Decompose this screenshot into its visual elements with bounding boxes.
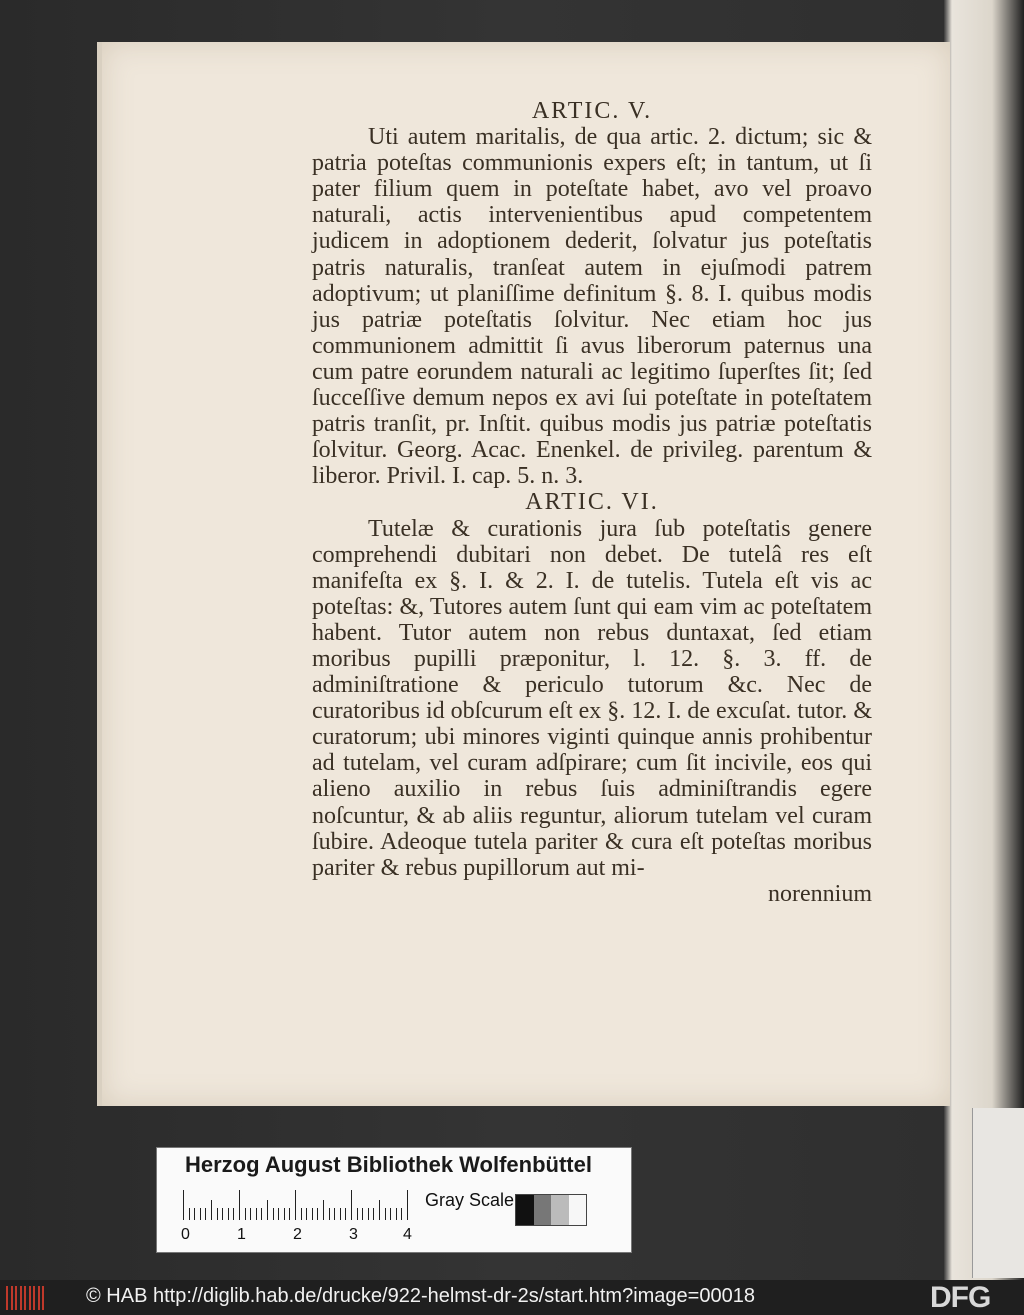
ruler-tick (183, 1190, 184, 1220)
next-page-edge (944, 0, 1024, 1280)
ruler-tick (228, 1208, 229, 1220)
page-text-block (312, 98, 872, 907)
barcode-bar (33, 1286, 35, 1310)
ruler-tick (222, 1208, 223, 1220)
article-heading-v: ARTIC. V. (531, 98, 653, 124)
article-heading-vi: ARTIC. VI. (525, 489, 659, 516)
ruler-tick (329, 1208, 330, 1220)
barcode-bar (15, 1286, 17, 1310)
catchword: norennium (768, 880, 872, 907)
ruler-tick (345, 1208, 346, 1220)
ruler-tick (189, 1208, 190, 1220)
ruler-tick (211, 1200, 212, 1220)
ruler-number: 3 (349, 1226, 358, 1243)
gray-swatch (534, 1195, 552, 1225)
barcode-bar (29, 1286, 31, 1310)
ruler-tick (284, 1208, 285, 1220)
ruler-tick (407, 1190, 408, 1220)
ruler-tick (200, 1208, 201, 1220)
barcode-bar (11, 1286, 13, 1310)
article-v-paragraph: Uti autem maritalis, de qua artic. 2. dictum; sic & patria poteſtas communionis expers eſt; in tantum, ut ſi pater filium quem in poteſtate habet, avo vel proavo naturali, actis intervenientibus apud competentem judicem in adoptionem dederit, ſolvatur jus poteſtatis patris naturalis, tranſeat autem in ejuſmodi patrem adoptivum; ut planiſſime definitum §. 8. I. quibus modis jus patriæ poteſtatis ſolvitur. Nec etiam hoc jus communionem admittit ſi avus liberorum paternus una cum patre eorundem naturali ac legitimo ſuperſtes ſit; ſed ſucceſſive demum nepos ex avi ſui poteſtate in poteſtatem patris tranſit, pr. Inſtit. quibus modis jus patriæ poteſtatis ſolvitur. Georg. Acac. Enenkel. de privileg. parentum & liberor. Privil. I. cap. 5. n. 3. (312, 124, 872, 490)
ruler-tick (205, 1208, 206, 1220)
barcode-icon (6, 1286, 46, 1310)
ruler-tick (323, 1200, 324, 1220)
ruler-tick (362, 1208, 363, 1220)
measurement-ruler (183, 1190, 415, 1220)
ruler-tick (261, 1208, 262, 1220)
ruler-tick (373, 1208, 374, 1220)
ruler-tick (256, 1208, 257, 1220)
ruler-number: 4 (403, 1226, 412, 1243)
ruler-tick (217, 1208, 218, 1220)
gray-swatch (551, 1195, 569, 1225)
barcode-bar (6, 1286, 8, 1310)
ruler-tick (245, 1208, 246, 1220)
gray-scale-swatches (515, 1194, 587, 1226)
ruler-number: 0 (181, 1226, 190, 1243)
ruler-tick (390, 1208, 391, 1220)
ruler-tick (301, 1208, 302, 1220)
ruler-tick (368, 1208, 369, 1220)
ruler-tick (278, 1208, 279, 1220)
gray-swatch (516, 1195, 534, 1225)
copyright-url: © HAB http://diglib.hab.de/drucke/922-helmst-dr-2s/start.htm?image=00018 (86, 1285, 755, 1307)
ruler-tick (351, 1190, 352, 1220)
ruler-tick (334, 1208, 335, 1220)
gray-scale-label: Gray Scale (425, 1190, 515, 1210)
ruler-number: 2 (293, 1226, 302, 1243)
ruler-tick (250, 1208, 251, 1220)
footer-bar (0, 1280, 1024, 1315)
ruler-tick (267, 1200, 268, 1220)
ruler-tick (312, 1208, 313, 1220)
ruler-tick (239, 1190, 240, 1220)
ruler-tick (289, 1208, 290, 1220)
ruler-tick (233, 1208, 234, 1220)
barcode-bar (20, 1286, 22, 1310)
ruler-tick (396, 1208, 397, 1220)
ruler-tick (273, 1208, 274, 1220)
library-title: Herzog August Bibliothek Wolfenbüttel (185, 1152, 592, 1177)
barcode-bar (42, 1286, 44, 1310)
ruler-tick (317, 1208, 318, 1220)
ruler-tick (401, 1208, 402, 1220)
ruler-tick (385, 1208, 386, 1220)
ruler-tick (295, 1190, 296, 1220)
dfg-logo: DFG (930, 1281, 991, 1314)
library-label-card (156, 1147, 632, 1253)
ruler-number: 1 (237, 1226, 246, 1243)
article-vi-paragraph: Tutelæ & curationis jura ſub poteſtatis genere comprehendi dubitari non debet. De tutelâ res eſt manifeſta ex §. I. & 2. I. de tutelis. Tutela eſt vis ac poteſtas: &, Tutores autem ſunt qui eam vim ac poteſtatem habent. Tutor autem non rebus duntaxat, ſed etiam moribus pupilli præponitur, l. 12. §. 3. ff. de adminiſtratione & periculo tutorum &c. Nec de curatoribus id obſcurum eſt ex §. 12. I. de excuſat. tutor. & curatorum; ubi minores viginti quinque annis prohibentur ad tutelam, vel curam adſpirare; cum ſit incivile, eos qui alieno auxilio in rebus ſuis adminiſtrandis egere noſcuntur, & ab aliis reguntur, aliorum tutelam vel curam ſubire. Adeoque tutela pariter & cura eſt poteſtas moribus pariter & rebus pupillorum aut mi- (312, 515, 872, 881)
ruler-tick (379, 1200, 380, 1220)
ruler-tick (306, 1208, 307, 1220)
gray-swatch (569, 1195, 587, 1225)
ruler-tick (194, 1208, 195, 1220)
shelfmark-sticker (972, 1108, 1024, 1278)
barcode-bar (38, 1286, 40, 1310)
barcode-bar (24, 1286, 26, 1310)
ruler-tick (340, 1208, 341, 1220)
ruler-tick (357, 1208, 358, 1220)
